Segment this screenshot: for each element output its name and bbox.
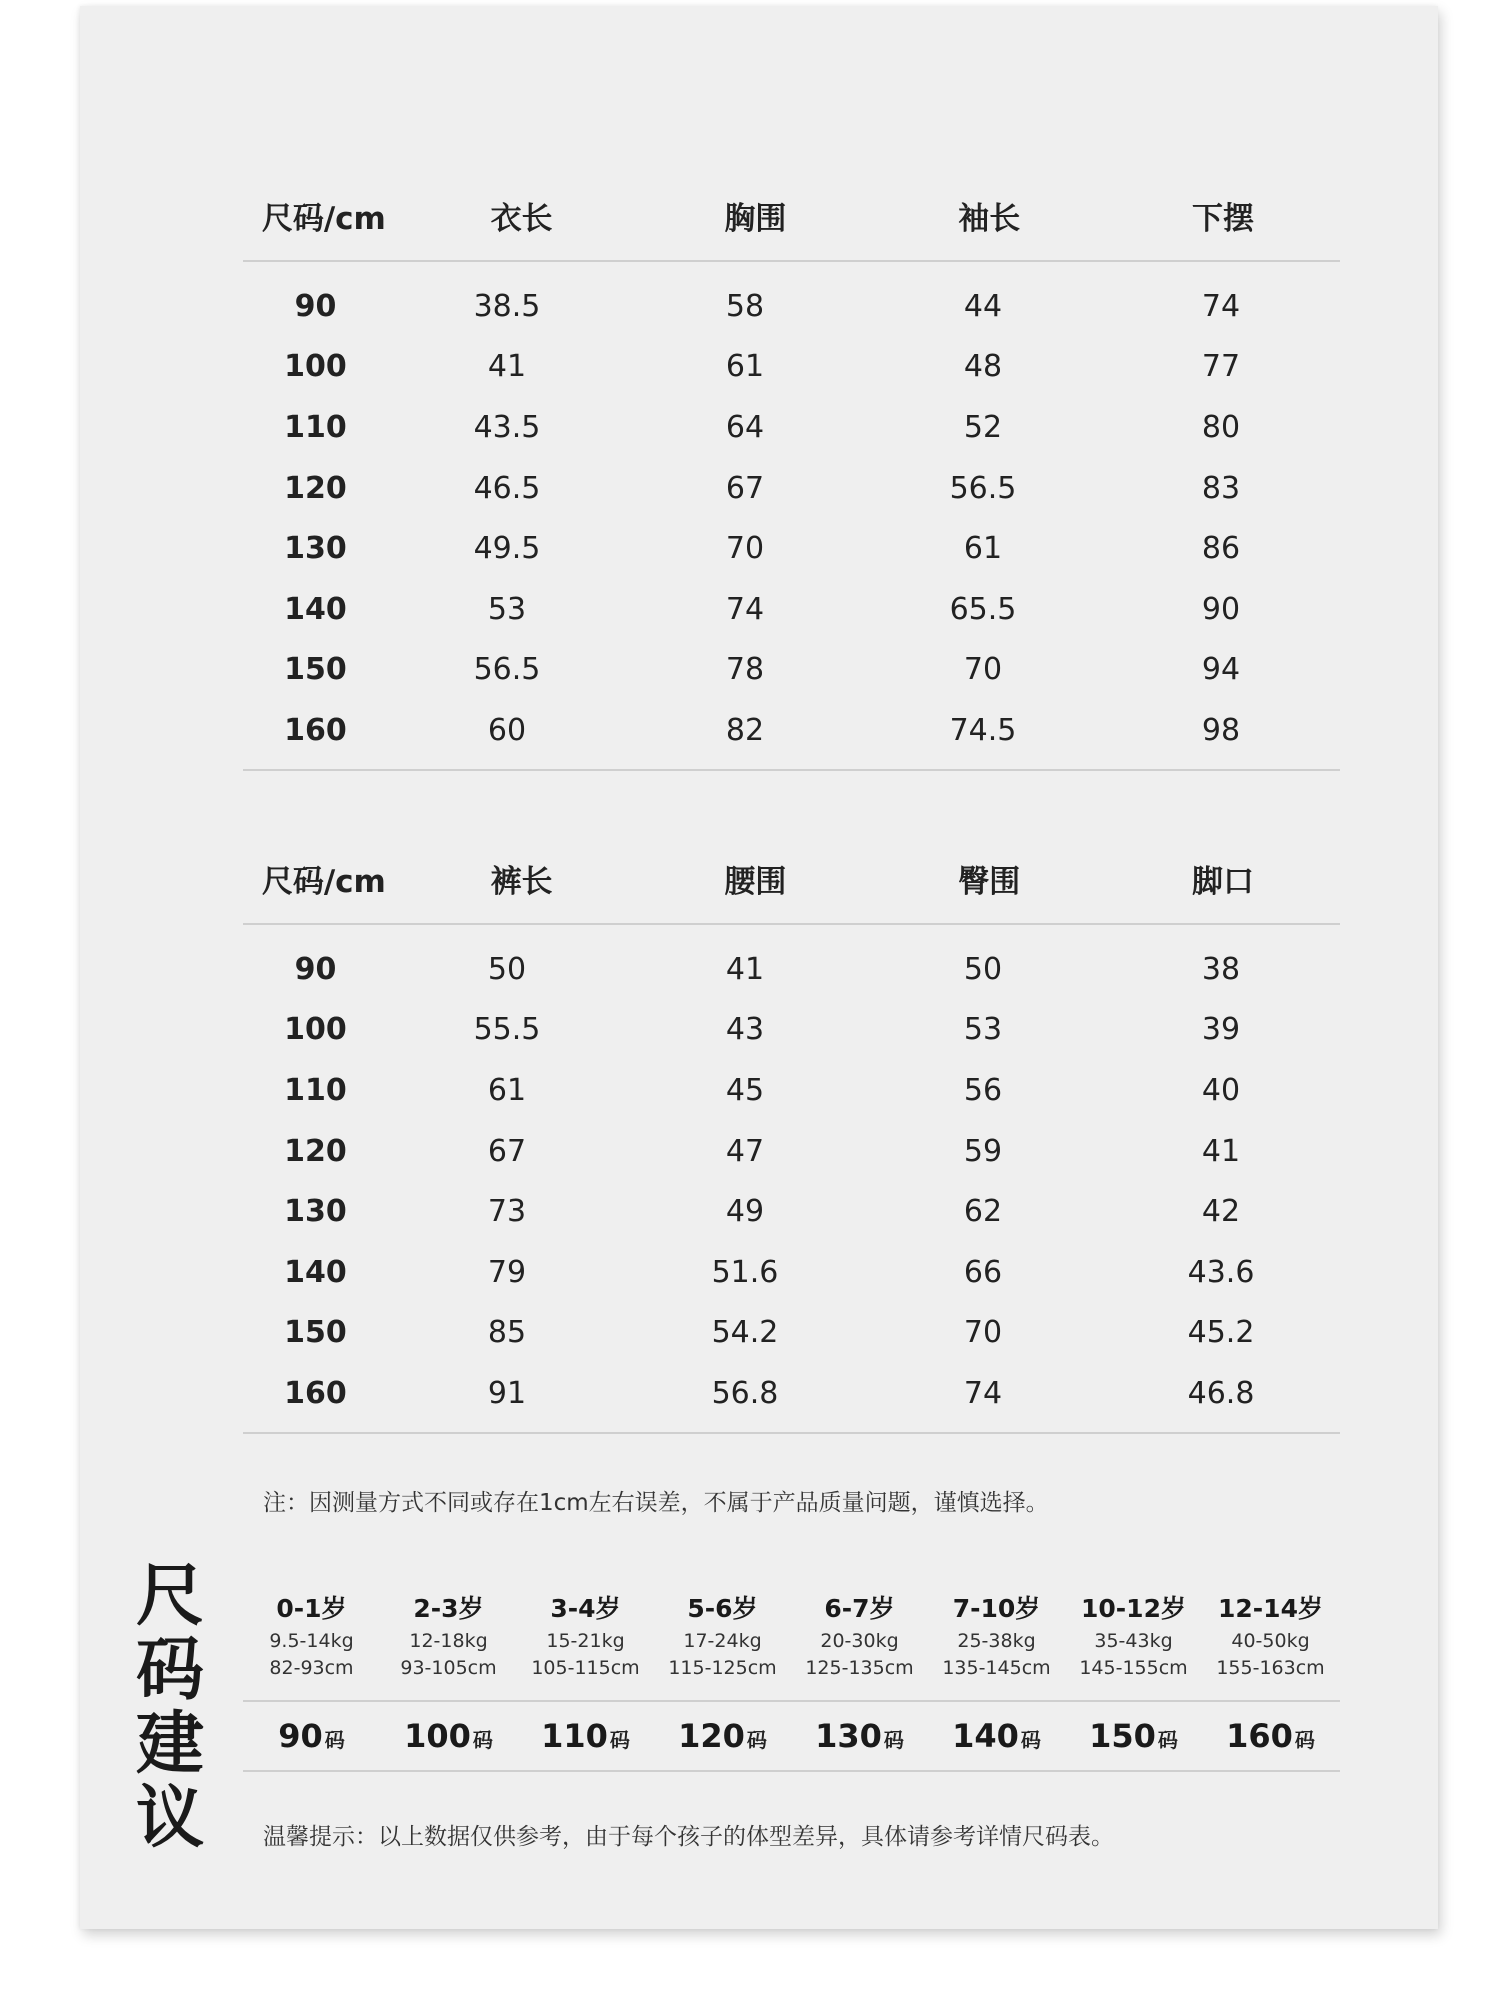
title-char: 议 [135, 1779, 204, 1858]
table-cell: 86 [1201, 531, 1241, 567]
age-range: 6-7岁 [824, 1594, 895, 1623]
table-cell: 53 [963, 1012, 1003, 1048]
measurement-note: 注：因测量方式不同或存在1cm左右误差，不属于产品质量问题，谨慎选择。 [263, 1490, 1049, 1516]
table-cell: 74 [963, 1375, 1003, 1411]
table-cell: 120 [284, 1133, 347, 1169]
table-cell: 40 [1201, 1072, 1241, 1108]
height-range: 82-93cm [269, 1657, 354, 1679]
table-cell: 90 [294, 951, 337, 987]
table-cell: 110 [284, 409, 347, 445]
table-header [243, 170, 1340, 262]
age-range: 12-14岁 [1218, 1594, 1323, 1623]
age-range: 3-4岁 [550, 1594, 621, 1623]
recommend-item [1202, 1590, 1339, 1682]
size-value: 110 [541, 1717, 608, 1755]
table-cell: 94 [1201, 652, 1241, 688]
table-cell: 67 [725, 470, 765, 506]
table-body [243, 925, 1340, 1434]
table-row [243, 1181, 1340, 1242]
table-cell: 150 [284, 1315, 347, 1351]
table-cell: 82 [725, 712, 765, 748]
table-cell: 73 [487, 1194, 527, 1230]
recommend-item [517, 1590, 654, 1682]
weight-range: 9.5-14kg [269, 1630, 354, 1652]
table-row [243, 1303, 1340, 1364]
header-hip: 臀围 [958, 863, 1021, 900]
table-cell: 60 [487, 712, 527, 748]
table-cell: 49 [725, 1194, 765, 1230]
table-cell: 90 [294, 288, 337, 324]
age-range: 2-3岁 [413, 1594, 484, 1623]
table-cell: 50 [963, 951, 1003, 987]
table-cell: 150 [284, 652, 347, 688]
height-range: 155-163cm [1216, 1657, 1325, 1679]
table-cell: 79 [487, 1254, 527, 1290]
header-size: 尺码/cm [261, 200, 386, 237]
table-cell: 43 [725, 1012, 765, 1048]
table-cell: 51.6 [711, 1254, 779, 1290]
table-cell: 70 [963, 652, 1003, 688]
recommended-size [654, 1717, 791, 1755]
height-range: 145-155cm [1079, 1657, 1188, 1679]
recommend-title [130, 1557, 210, 1858]
table-row [243, 1242, 1340, 1303]
table-cell: 120 [284, 470, 347, 506]
table-cell: 38.5 [473, 288, 541, 324]
table-row [243, 276, 1340, 337]
table-cell: 66 [963, 1254, 1003, 1290]
table-cell: 41 [487, 349, 527, 385]
table-cell: 77 [1201, 349, 1241, 385]
table-cell: 61 [963, 531, 1003, 567]
table-cell: 56 [963, 1072, 1003, 1108]
size-value: 90 [278, 1717, 323, 1755]
table-row [243, 458, 1340, 519]
size-value: 120 [678, 1717, 745, 1755]
table-cell: 61 [487, 1072, 527, 1108]
weight-range: 20-30kg [820, 1630, 899, 1652]
table-cell: 41 [1201, 1133, 1241, 1169]
table-cell: 42 [1201, 1194, 1241, 1230]
table-row [243, 397, 1340, 458]
table-cell: 67 [487, 1133, 527, 1169]
table-cell: 44 [963, 288, 1003, 324]
table-row [243, 518, 1340, 579]
weight-range: 17-24kg [683, 1630, 762, 1652]
age-range: 5-6岁 [687, 1594, 758, 1623]
table-row [243, 640, 1340, 701]
table-cell: 48 [963, 349, 1003, 385]
table-cell: 39 [1201, 1012, 1241, 1048]
table-cell: 65.5 [949, 591, 1017, 627]
table-body [243, 262, 1340, 771]
size-value: 160 [1226, 1717, 1293, 1755]
size-value: 150 [1089, 1717, 1156, 1755]
size-unit: 码 [746, 1728, 767, 1752]
header-size: 尺码/cm [261, 863, 386, 900]
table-cell: 130 [284, 1194, 347, 1230]
recommended-size [928, 1717, 1065, 1755]
table-cell: 130 [284, 531, 347, 567]
table-cell: 140 [284, 1254, 347, 1290]
size-recommendation [243, 1590, 1340, 1772]
recommended-size [791, 1717, 928, 1755]
age-range: 10-12岁 [1081, 1594, 1186, 1623]
title-char: 码 [135, 1631, 204, 1710]
table-cell: 56.8 [711, 1375, 779, 1411]
title-char: 建 [135, 1705, 204, 1784]
table-cell: 91 [487, 1375, 527, 1411]
recommend-size-row [243, 1702, 1340, 1772]
header-chest: 胸围 [724, 200, 787, 237]
recommend-item [243, 1590, 380, 1682]
recommend-item [380, 1590, 517, 1682]
table-cell: 62 [963, 1194, 1003, 1230]
table-row [243, 1363, 1340, 1424]
table-row [243, 700, 1340, 761]
recommended-size [243, 1717, 380, 1755]
weight-range: 15-21kg [546, 1630, 625, 1652]
height-range: 93-105cm [400, 1657, 497, 1679]
size-unit: 码 [1020, 1728, 1041, 1752]
table-cell: 41 [725, 951, 765, 987]
size-value: 130 [815, 1717, 882, 1755]
table-cell: 45.2 [1187, 1315, 1255, 1351]
table-cell: 56.5 [473, 652, 541, 688]
table-cell: 45 [725, 1072, 765, 1108]
weight-range: 25-38kg [957, 1630, 1036, 1652]
weight-range: 40-50kg [1231, 1630, 1310, 1652]
header-sleeve: 袖长 [958, 200, 1021, 237]
height-range: 125-135cm [805, 1657, 914, 1679]
size-unit: 码 [1157, 1728, 1178, 1752]
table-cell: 49.5 [473, 531, 541, 567]
table-row [243, 579, 1340, 640]
table-cell: 100 [284, 1012, 347, 1048]
recommended-size [517, 1717, 654, 1755]
weight-range: 35-43kg [1094, 1630, 1173, 1652]
header-length: 衣长 [490, 200, 553, 237]
recommend-item [1065, 1590, 1202, 1682]
recommend-criteria-row [243, 1590, 1340, 1702]
table-row [243, 1000, 1340, 1061]
height-range: 105-115cm [531, 1657, 640, 1679]
table-cell: 74 [725, 591, 765, 627]
bottom-size-table [243, 833, 1340, 1434]
table-cell: 56.5 [949, 470, 1017, 506]
table-cell: 83 [1201, 470, 1241, 506]
recommended-size [1202, 1717, 1339, 1755]
table-cell: 80 [1201, 409, 1241, 445]
table-cell: 160 [284, 712, 347, 748]
table-cell: 58 [725, 288, 765, 324]
weight-range: 12-18kg [409, 1630, 488, 1652]
recommend-item [791, 1590, 928, 1682]
table-row [243, 1121, 1340, 1182]
table-row [243, 337, 1340, 398]
table-cell: 140 [284, 591, 347, 627]
table-cell: 100 [284, 349, 347, 385]
table-cell: 38 [1201, 951, 1241, 987]
height-range: 135-145cm [942, 1657, 1051, 1679]
table-row [243, 1060, 1340, 1121]
top-size-table [243, 170, 1340, 771]
recommend-item [654, 1590, 791, 1682]
table-cell: 50 [487, 951, 527, 987]
header-hem: 下摆 [1192, 200, 1255, 237]
table-cell: 54.2 [711, 1315, 779, 1351]
table-cell: 43.5 [473, 409, 541, 445]
age-range: 7-10岁 [952, 1594, 1041, 1623]
size-unit: 码 [609, 1728, 630, 1752]
table-cell: 70 [963, 1315, 1003, 1351]
size-unit: 码 [883, 1728, 904, 1752]
table-cell: 78 [725, 652, 765, 688]
table-cell: 46.8 [1187, 1375, 1255, 1411]
age-range: 0-1岁 [276, 1594, 347, 1623]
title-char: 尺 [135, 1557, 204, 1636]
tip-note: 温馨提示：以上数据仅供参考，由于每个孩子的体型差异，具体请参考详情尺码表。 [263, 1824, 1114, 1850]
table-cell: 47 [725, 1133, 765, 1169]
table-cell: 55.5 [473, 1012, 541, 1048]
table-cell: 90 [1201, 591, 1241, 627]
header-pants-length: 裤长 [490, 863, 553, 900]
table-cell: 59 [963, 1133, 1003, 1169]
table-cell: 160 [284, 1375, 347, 1411]
recommended-size [1065, 1717, 1202, 1755]
size-unit: 码 [324, 1728, 345, 1752]
table-cell: 64 [725, 409, 765, 445]
table-cell: 74 [1201, 288, 1241, 324]
table-cell: 61 [725, 349, 765, 385]
header-waist: 腰围 [724, 863, 787, 900]
recommended-size [380, 1717, 517, 1755]
table-header [243, 833, 1340, 925]
table-cell: 74.5 [949, 712, 1017, 748]
height-range: 115-125cm [668, 1657, 777, 1679]
table-row [243, 939, 1340, 1000]
recommend-item [928, 1590, 1065, 1682]
size-unit: 码 [1294, 1728, 1315, 1752]
table-cell: 98 [1201, 712, 1241, 748]
table-cell: 85 [487, 1315, 527, 1351]
table-cell: 110 [284, 1072, 347, 1108]
table-cell: 53 [487, 591, 527, 627]
header-leg-opening: 脚口 [1192, 863, 1255, 900]
size-unit: 码 [472, 1728, 493, 1752]
size-value: 140 [952, 1717, 1019, 1755]
size-value: 100 [404, 1717, 471, 1755]
table-cell: 70 [725, 531, 765, 567]
table-cell: 52 [963, 409, 1003, 445]
table-cell: 46.5 [473, 470, 541, 506]
table-cell: 43.6 [1187, 1254, 1255, 1290]
